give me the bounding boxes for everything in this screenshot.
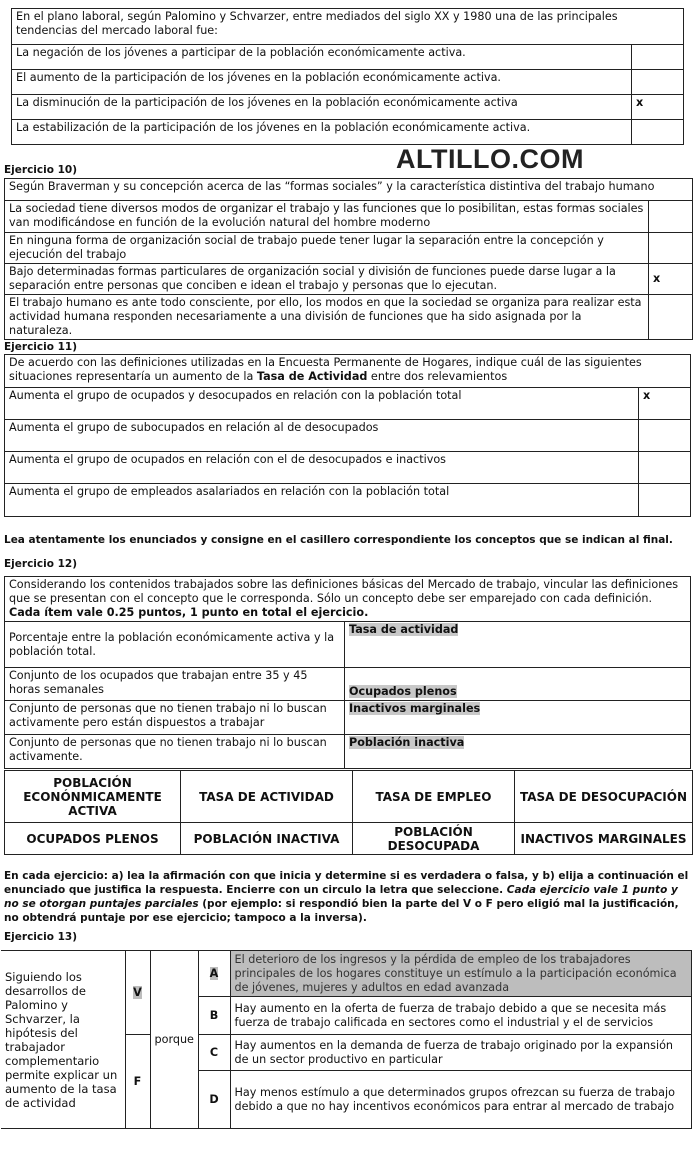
q12-answer-cell[interactable] [345, 668, 691, 701]
q11-option[interactable]: Aumenta el grupo de empleados asalariados en relación con la población total [5, 484, 639, 517]
q11-option[interactable]: Aumenta el grupo de subocupados en relación al de desocupados [5, 420, 639, 452]
q12-answer-cell[interactable] [345, 735, 691, 769]
q9-mark[interactable]: x [632, 95, 684, 120]
q12-answer: Inactivos marginales [349, 702, 481, 715]
q9-option[interactable]: La disminución de la participación de los jóvenes en la población económicamente activa [12, 95, 632, 120]
q12-stem-text: Considerando los contenidos trabajados sobre las definiciones básicas del Mercado de trabajo, vincular las definiciones que se presentan con el concepto que le corresponda. Sólo un concepto debe ser emparejado con cada definición. [9, 578, 679, 605]
q12-stem-bold: Cada ítem vale 0.25 puntos, 1 punto en total el ejercicio. [9, 606, 369, 619]
q11-stem-bold: Tasa de Actividad [256, 370, 368, 383]
q13-connector: porque [150, 951, 198, 1129]
q12-heading: Ejercicio 12) [4, 558, 77, 570]
q9-option[interactable]: El aumento de la participación de los jóvenes en la población económicamente activa. [12, 70, 632, 95]
q13-true-label: V [133, 985, 142, 999]
q9-mark[interactable] [632, 120, 684, 145]
watermark-logo: ALTILLO.COM [396, 144, 584, 174]
q13-statement: Siguiendo los desarrollos de Palomino y Schvarzer, la hipótesis del trabajador complementario permite explicar un aumento de la tasa de actividad [1, 951, 125, 1129]
q13-option-text: El deterioro de los ingresos y la pérdida de empleo de los trabajadores principales de los hogares constituye un estímulo a la participación económica de jóvenes, mujeres y adultos en edad avanzada [230, 951, 691, 997]
q11-stem-text: De acuerdo con las definiciones utilizadas en la Encuesta Permanente de Hogares, indique cuál de las siguientes situaciones representaría un aumento de la [9, 356, 642, 383]
q12-definition: Conjunto de los ocupados que trabajan entre 35 y 45 horas semanales [5, 668, 345, 701]
q11-stem [5, 355, 691, 388]
q12-answer-cell[interactable] [345, 622, 691, 668]
instruction-concepts: Lea atentamente los enunciados y consigne en el casillero correspondiente los conceptos que se indican al final. [4, 534, 673, 546]
q10-mark[interactable] [649, 233, 693, 264]
q10-mark[interactable]: x [649, 264, 693, 295]
concept-item: TASA DE EMPLEO [353, 771, 515, 823]
q11-option[interactable]: Aumenta el grupo de ocupados en relación con el de desocupados e inactivos [5, 452, 639, 484]
q13-option-letter-label: A [209, 966, 219, 980]
q12-answer: Población inactiva [349, 736, 465, 749]
q9-option[interactable]: La negación de los jóvenes a participar de la población económicamente activa. [12, 45, 632, 70]
instruction-italic: Cada ejercicio vale 1 punto y no se otorgan puntajes parciales [4, 884, 678, 910]
q9-mark[interactable] [632, 70, 684, 95]
q12-concepts-table [4, 770, 693, 855]
concept-item: POBLACIÓN INACTIVA [181, 823, 353, 855]
q11-heading: Ejercicio 11) [4, 341, 77, 353]
q11-mark[interactable] [639, 452, 691, 484]
q13-true[interactable] [125, 951, 150, 1035]
q9-stem: En el plano laboral, según Palomino y Schvarzer, entre mediados del siglo XX y 1980 una de las principales tendencias del mercado laboral fue: [12, 9, 684, 45]
q11-option[interactable]: Aumenta el grupo de ocupados y desocupados en relación con la población total [5, 388, 639, 420]
instruction-true-false [4, 869, 692, 925]
q10-option[interactable]: Bajo determinadas formas particulares de organización social y división de funciones puede darse lugar a la separación entre personas que conciben e idean el trabajo y personas que lo ejecutan. [5, 264, 649, 295]
q10-heading: Ejercicio 10) [4, 164, 77, 176]
q10-stem: Según Braverman y su concepción acerca de las “formas sociales” y la característica distintiva del trabajo humano [5, 179, 693, 201]
q13-option-text: Hay aumentos en la demanda de fuerza de trabajo originado por la expansión de un sector productivo en particular [230, 1035, 691, 1071]
q12-definition: Conjunto de personas que no tienen trabajo ni lo buscan activamente. [5, 735, 345, 769]
q11-stem-end: entre dos relevamientos [367, 370, 508, 383]
concept-item: OCUPADOS PLENOS [5, 823, 181, 855]
q13-false[interactable]: F [125, 1035, 150, 1129]
q10-mark[interactable] [649, 201, 693, 233]
q12-definition: Conjunto de personas que no tienen trabajo ni lo buscan activamente pero están dispuestos a trabajar [5, 701, 345, 735]
q10-option[interactable]: El trabajo humano es ante todo consciente, por ello, los modos en que la sociedad se organiza para realizar esta actividad humana responden necesariamente a una división de funciones que ha sido asignada por la naturaleza. [5, 295, 649, 340]
q13-option-text: Hay aumento en la oferta de fuerza de trabajo debido a que se necesita más fuerza de trabajo calificada en sectores como el industrial y el de servicios [230, 997, 691, 1035]
q11-mark[interactable]: x [639, 388, 691, 420]
q9-option[interactable]: La estabilización de la participación de los jóvenes en la población económicamente activa. [12, 120, 632, 145]
concept-item: TASA DE ACTIVIDAD [181, 771, 353, 823]
concept-item: INACTIVOS MARGINALES [515, 823, 693, 855]
q13-heading: Ejercicio 13) [4, 931, 77, 943]
concept-item: POBLACIÓN DESOCUPADA [353, 823, 515, 855]
q13-option-letter[interactable]: C [198, 1035, 230, 1071]
q11-table [4, 354, 691, 517]
q10-mark[interactable] [649, 295, 693, 340]
concept-item: POBLACIÓN ECONÓNMICAMENTE ACTIVA [5, 771, 181, 823]
q13-option-letter[interactable] [198, 951, 230, 997]
q12-answer: Ocupados plenos [349, 685, 457, 698]
q10-option[interactable]: En ninguna forma de organización social de trabajo puede tener lugar la separación entre la concepción y ejecución del trabajo [5, 233, 649, 264]
q11-mark[interactable] [639, 484, 691, 517]
q13-option-text: Hay menos estímulo a que determinados grupos ofrezcan su fuerza de trabajo debido a que no hay incentivos económicos para entrar al mercado de trabajo [230, 1071, 691, 1129]
q10-table [4, 178, 693, 340]
q13-table [1, 950, 692, 1129]
instruction-text: En cada ejercicio: a) lea la afirmación con que inicia y determine si es verdadera o falsa, y b) elija a continuación el enunciado que justifica la respuesta. Encierre con un circulo la letra que seleccione. [4, 870, 689, 896]
instruction-text-end: (por ejemplo: si respondió bien la parte del V o F pero eligió mal la justificación, no obtendrá puntaje por ese ejercicio; tampoco a la inversa). [4, 898, 679, 924]
q12-answer-cell[interactable] [345, 701, 691, 735]
concept-item: TASA DE DESOCUPACIÓN [515, 771, 693, 823]
q9-mark[interactable] [632, 45, 684, 70]
q10-option[interactable]: La sociedad tiene diversos modos de organizar el trabajo y las funciones que lo posibilitan, estas formas sociales van modificándose en función de la evolución natural del hombre moderno [5, 201, 649, 233]
q11-mark[interactable] [639, 420, 691, 452]
q13-option-letter[interactable]: B [198, 997, 230, 1035]
q12-answer: Tasa de actividad [349, 623, 459, 636]
q12-definition: Porcentaje entre la población económicamente activa y la población total. [5, 622, 345, 668]
q12-table [4, 576, 691, 769]
q12-stem [5, 577, 691, 622]
q9-table [11, 8, 684, 145]
q13-option-letter[interactable]: D [198, 1071, 230, 1129]
